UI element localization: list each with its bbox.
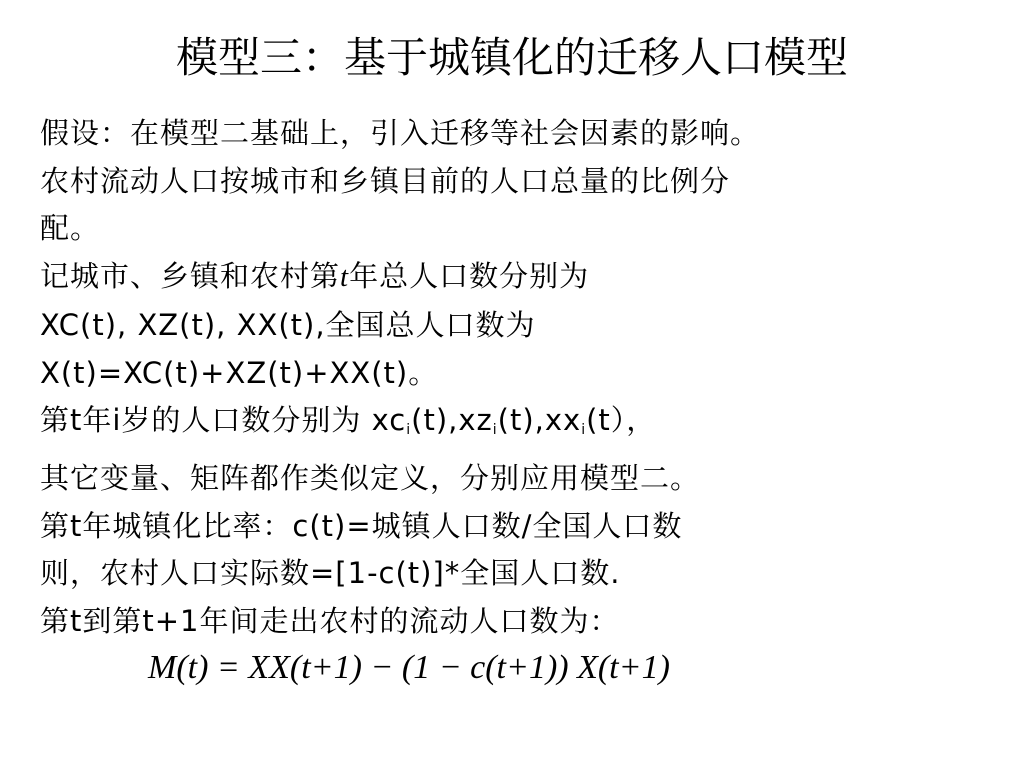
variable-t: t (340, 261, 350, 294)
subscript-i: i (492, 422, 498, 439)
migration-formula (148, 643, 670, 693)
population-vars-line: XC(t), XZ(t), XX(t),全国总人口数为 (40, 307, 536, 342)
subscript-i: i (406, 422, 412, 439)
age-text-b: (t),xz (411, 403, 493, 438)
slide-title: 模型三：基于城镇化的迁移人口模型 (175, 33, 848, 82)
definition-text-b: 年总人口数分别为 (349, 259, 590, 294)
allocation-line-cont: 配。 (40, 211, 101, 246)
migration-intro-line: 第t到第t+1年间走出农村的流动人口数为： (40, 604, 620, 639)
assumption-line: 假设：在模型二基础上，引入迁移等社会因素的影响。 (40, 116, 761, 150)
urbanization-rate-line: 第t年城镇化比率：c(t)=城镇人口数/全国人口数 (40, 508, 683, 543)
age-text-d: (t）， (586, 403, 657, 438)
subscript-i: i (581, 422, 587, 439)
total-population-equation: X(t)=XC(t)+XZ(t)+XX(t)。 (40, 355, 439, 390)
allocation-line: 农村流动人口按城市和乡镇目前的人口总量的比例分 (40, 163, 731, 198)
definition-line (40, 253, 1015, 302)
slide-body (40, 110, 1015, 646)
other-variables-line: 其它变量、矩阵都作类似定义，分别应用模型二。 (40, 460, 701, 495)
age-population-line (40, 397, 1015, 455)
formula-text: M(t) = XX(t+1) − (1 − c(t+1)) X(t+1) (148, 649, 670, 686)
rural-population-line: 则，农村人口实际数=[1-c(t)]*全国人口数. (40, 556, 621, 591)
definition-text-a: 记城市、乡镇和农村第 (40, 259, 341, 294)
age-text-c: (t),xx (497, 403, 582, 438)
age-text-a: 第t年i岁的人口数分别为 xc (40, 403, 407, 438)
